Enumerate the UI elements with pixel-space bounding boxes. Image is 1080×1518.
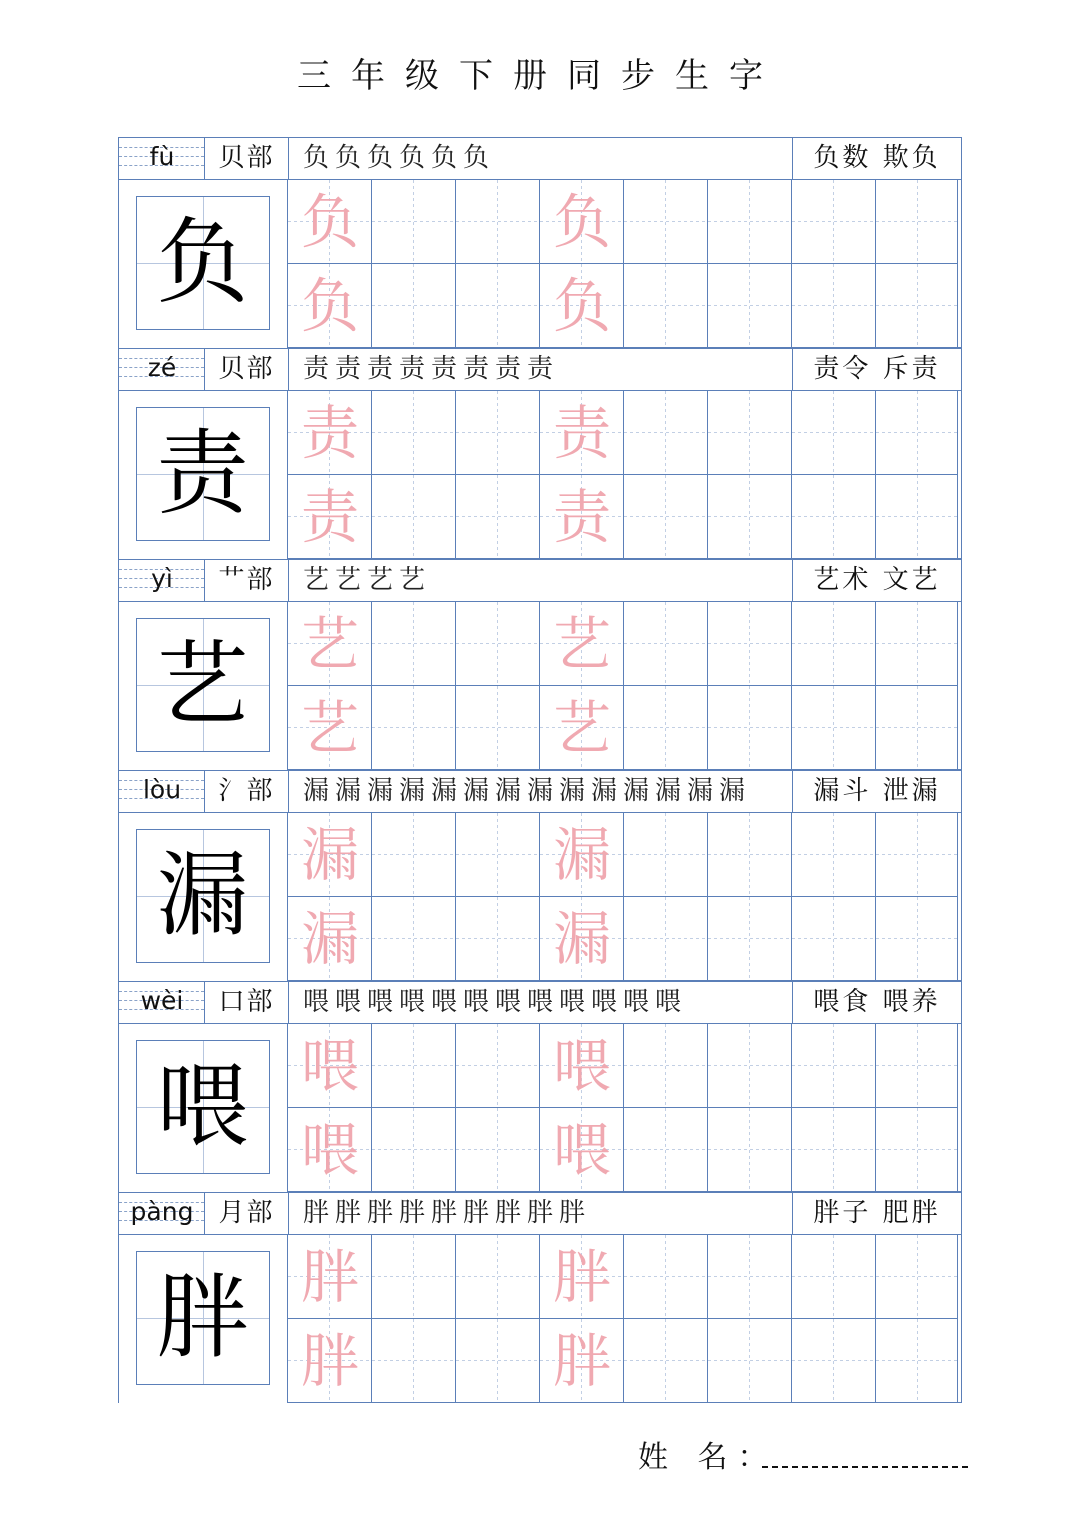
- practice-cell[interactable]: [540, 1108, 624, 1192]
- practice-area: [118, 602, 962, 770]
- practice-cell[interactable]: [372, 686, 456, 770]
- trace-character: 胖: [300, 1327, 359, 1395]
- practice-cell[interactable]: [456, 1235, 540, 1319]
- practice-cell[interactable]: [540, 391, 624, 475]
- practice-cell[interactable]: [708, 1319, 792, 1403]
- page-title: 三年级下册同步生字: [297, 56, 783, 96]
- practice-area: [118, 180, 962, 348]
- model-character-area: [118, 813, 288, 981]
- model-character: 喂: [156, 1053, 249, 1160]
- radical-cell: 贝部: [205, 138, 289, 179]
- trace-character: 漏: [300, 821, 359, 889]
- pinyin-text: yì: [151, 564, 173, 593]
- model-character: 负: [156, 209, 249, 316]
- practice-cell[interactable]: [708, 813, 792, 897]
- example-words-cell: 喂食 喂养: [813, 987, 941, 1017]
- radical-cell: 氵部: [205, 771, 289, 812]
- practice-grid: [288, 180, 962, 348]
- practice-cell[interactable]: [288, 264, 372, 348]
- practice-cell[interactable]: [792, 391, 876, 475]
- practice-cell[interactable]: [876, 686, 958, 770]
- practice-cell[interactable]: [288, 897, 372, 981]
- practice-cell[interactable]: [792, 602, 876, 686]
- model-character-area: [118, 1024, 288, 1192]
- example-words-cell: 漏斗 泄漏: [813, 776, 941, 806]
- character-block: [118, 559, 962, 770]
- stroke-order-cell: 喂喂喂喂喂喂喂喂喂喂喂喂: [289, 982, 793, 1023]
- character-header-row: [118, 770, 962, 813]
- practice-cell[interactable]: [792, 1108, 876, 1192]
- radical-cell: 月部: [205, 1193, 289, 1234]
- trace-character: 艺: [552, 694, 611, 762]
- practice-cell[interactable]: [876, 897, 958, 981]
- practice-cell[interactable]: [876, 180, 958, 264]
- model-character: 责: [156, 420, 249, 527]
- practice-cell[interactable]: [372, 602, 456, 686]
- practice-cell[interactable]: [792, 897, 876, 981]
- example-words-cell: 胖子 肥胖: [813, 1198, 941, 1228]
- practice-cell[interactable]: [624, 1319, 708, 1403]
- practice-cell[interactable]: [876, 1108, 958, 1192]
- practice-grid: [288, 813, 962, 981]
- practice-cell[interactable]: [792, 180, 876, 264]
- practice-cell[interactable]: [876, 1235, 958, 1319]
- practice-cell[interactable]: [624, 686, 708, 770]
- model-character-area: [118, 1235, 288, 1403]
- practice-cell[interactable]: [624, 180, 708, 264]
- stroke-order-cell: 负负负负负负: [289, 138, 793, 179]
- practice-cell[interactable]: [624, 1235, 708, 1319]
- practice-cell[interactable]: [792, 1235, 876, 1319]
- model-character-area: [118, 180, 288, 348]
- trace-character: 艺: [300, 694, 359, 762]
- pinyin-text: fù: [149, 142, 175, 171]
- model-character: 胖: [156, 1264, 249, 1371]
- trace-character: 喂: [552, 1032, 611, 1100]
- practice-cell[interactable]: [456, 813, 540, 897]
- trace-character: 负: [300, 272, 359, 340]
- practice-cell[interactable]: [372, 1108, 456, 1192]
- practice-cell[interactable]: [288, 602, 372, 686]
- practice-cell[interactable]: [876, 391, 958, 475]
- character-block: [118, 770, 962, 981]
- practice-cell[interactable]: [708, 1235, 792, 1319]
- model-character-box: [136, 1040, 270, 1174]
- pinyin-text: pàng: [130, 1197, 194, 1226]
- radical-cell: 艹部: [205, 560, 289, 601]
- practice-cell[interactable]: [876, 1024, 958, 1108]
- practice-cell[interactable]: [540, 1319, 624, 1403]
- practice-cell[interactable]: [540, 686, 624, 770]
- pinyin-text: zé: [147, 353, 177, 382]
- radical-cell: 口部: [205, 982, 289, 1023]
- practice-cell[interactable]: [372, 475, 456, 559]
- trace-character: 负: [552, 272, 611, 340]
- practice-cell[interactable]: [792, 264, 876, 348]
- stroke-order-cell: 艺艺艺艺: [289, 560, 793, 601]
- stroke-order-cell: 胖胖胖胖胖胖胖胖胖: [289, 1193, 793, 1234]
- practice-area: [118, 1235, 962, 1403]
- character-block: [118, 348, 962, 559]
- practice-cell[interactable]: [456, 1319, 540, 1403]
- practice-area: [118, 391, 962, 559]
- practice-cell[interactable]: [876, 475, 958, 559]
- practice-cell[interactable]: [456, 475, 540, 559]
- practice-cell[interactable]: [540, 897, 624, 981]
- trace-character: 漏: [552, 905, 611, 973]
- model-character-box: [136, 829, 270, 963]
- pinyin-cell: [119, 771, 205, 812]
- practice-cell[interactable]: [792, 1319, 876, 1403]
- radical-cell: 贝部: [205, 349, 289, 390]
- practice-cell[interactable]: [540, 813, 624, 897]
- trace-character: 胖: [552, 1243, 611, 1311]
- practice-cell[interactable]: [288, 1319, 372, 1403]
- pinyin-cell: [119, 560, 205, 601]
- practice-cell[interactable]: [540, 475, 624, 559]
- practice-cell[interactable]: [624, 813, 708, 897]
- character-header-row: [118, 559, 962, 602]
- practice-cell[interactable]: [372, 1319, 456, 1403]
- practice-area: [118, 813, 962, 981]
- practice-cell[interactable]: [708, 180, 792, 264]
- practice-cell[interactable]: [288, 686, 372, 770]
- practice-cell[interactable]: [708, 264, 792, 348]
- practice-cell[interactable]: [708, 475, 792, 559]
- trace-character: 负: [552, 188, 611, 256]
- trace-character: 漏: [300, 905, 359, 973]
- model-character-box: [136, 618, 270, 752]
- practice-cell[interactable]: [288, 1024, 372, 1108]
- model-character-area: [118, 602, 288, 770]
- practice-cell[interactable]: [456, 264, 540, 348]
- character-block: [118, 1192, 962, 1403]
- practice-cell[interactable]: [540, 602, 624, 686]
- practice-cell[interactable]: [708, 686, 792, 770]
- practice-cell[interactable]: [624, 897, 708, 981]
- model-character: 漏: [156, 842, 249, 949]
- pinyin-cell: [119, 349, 205, 390]
- practice-cell[interactable]: [456, 1024, 540, 1108]
- practice-cell[interactable]: [624, 391, 708, 475]
- example-words-cell: 艺术 文艺: [813, 565, 941, 595]
- practice-cell[interactable]: [372, 391, 456, 475]
- practice-cell[interactable]: [456, 897, 540, 981]
- trace-character: 负: [300, 188, 359, 256]
- trace-character: 责: [300, 399, 359, 467]
- practice-cell[interactable]: [792, 1024, 876, 1108]
- example-words-cell: 责令 斥责: [813, 354, 941, 384]
- practice-cell[interactable]: [456, 602, 540, 686]
- model-character-area: [118, 391, 288, 559]
- practice-cell[interactable]: [540, 1235, 624, 1319]
- pinyin-cell: [119, 1193, 205, 1234]
- example-words-cell: 负数 欺负: [813, 143, 941, 173]
- trace-character: 喂: [552, 1116, 611, 1184]
- practice-cell[interactable]: [708, 602, 792, 686]
- trace-character: 胖: [300, 1243, 359, 1311]
- practice-cell[interactable]: [456, 391, 540, 475]
- practice-grid: [288, 391, 962, 559]
- practice-cell[interactable]: [708, 1024, 792, 1108]
- name-blank-line[interactable]: [762, 1466, 968, 1468]
- practice-cell[interactable]: [708, 897, 792, 981]
- practice-cell[interactable]: [372, 1024, 456, 1108]
- practice-cell[interactable]: [456, 686, 540, 770]
- practice-cell[interactable]: [288, 475, 372, 559]
- trace-character: 责: [552, 399, 611, 467]
- trace-character: 胖: [552, 1327, 611, 1395]
- character-header-row: [118, 981, 962, 1024]
- model-character-box: [136, 196, 270, 330]
- practice-cell[interactable]: [372, 180, 456, 264]
- character-block: [118, 981, 962, 1192]
- practice-cell[interactable]: [288, 1108, 372, 1192]
- practice-cell[interactable]: [624, 602, 708, 686]
- pinyin-text: lòu: [142, 775, 182, 804]
- stroke-order-cell: 责责责责责责责责: [289, 349, 793, 390]
- practice-cell[interactable]: [288, 180, 372, 264]
- pinyin-text: wèi: [140, 986, 184, 1015]
- model-character-box: [136, 407, 270, 541]
- practice-cell[interactable]: [876, 1319, 958, 1403]
- practice-cell[interactable]: [288, 1235, 372, 1319]
- practice-cell[interactable]: [624, 1108, 708, 1192]
- practice-cell[interactable]: [288, 391, 372, 475]
- character-block: [118, 137, 962, 348]
- practice-cell[interactable]: [288, 813, 372, 897]
- practice-cell[interactable]: [708, 1108, 792, 1192]
- practice-cell[interactable]: [456, 1108, 540, 1192]
- practice-cell[interactable]: [372, 813, 456, 897]
- practice-grid: [288, 1024, 962, 1192]
- practice-cell[interactable]: [876, 264, 958, 348]
- practice-cell[interactable]: [540, 1024, 624, 1108]
- practice-cell[interactable]: [624, 1024, 708, 1108]
- practice-cell[interactable]: [792, 475, 876, 559]
- pinyin-cell: [119, 138, 205, 179]
- trace-character: 艺: [300, 610, 359, 678]
- practice-grid: [288, 1235, 962, 1403]
- practice-cell[interactable]: [372, 264, 456, 348]
- character-header-row: [118, 1192, 962, 1235]
- practice-grid: [288, 602, 962, 770]
- trace-character: 责: [300, 483, 359, 551]
- practice-cell[interactable]: [876, 602, 958, 686]
- model-character: 艺: [156, 631, 249, 738]
- practice-cell[interactable]: [372, 897, 456, 981]
- character-header-row: [118, 348, 962, 391]
- practice-cell[interactable]: [540, 180, 624, 264]
- trace-character: 喂: [300, 1032, 359, 1100]
- pinyin-cell: [119, 982, 205, 1023]
- practice-cell[interactable]: [708, 391, 792, 475]
- trace-character: 漏: [552, 821, 611, 889]
- trace-character: 喂: [300, 1116, 359, 1184]
- trace-character: 责: [552, 483, 611, 551]
- model-character-box: [136, 1251, 270, 1385]
- practice-cell[interactable]: [540, 264, 624, 348]
- practice-cell[interactable]: [624, 264, 708, 348]
- practice-cell[interactable]: [792, 813, 876, 897]
- practice-cell[interactable]: [792, 686, 876, 770]
- practice-cell[interactable]: [456, 180, 540, 264]
- practice-cell[interactable]: [372, 1235, 456, 1319]
- character-header-row: [118, 137, 962, 180]
- name-label: 姓 名：: [638, 1440, 778, 1475]
- practice-cell[interactable]: [876, 813, 958, 897]
- character-worksheet: [118, 137, 962, 1403]
- practice-cell[interactable]: [624, 475, 708, 559]
- stroke-order-cell: 漏漏漏漏漏漏漏漏漏漏漏漏漏漏: [289, 771, 793, 812]
- practice-area: [118, 1024, 962, 1192]
- trace-character: 艺: [552, 610, 611, 678]
